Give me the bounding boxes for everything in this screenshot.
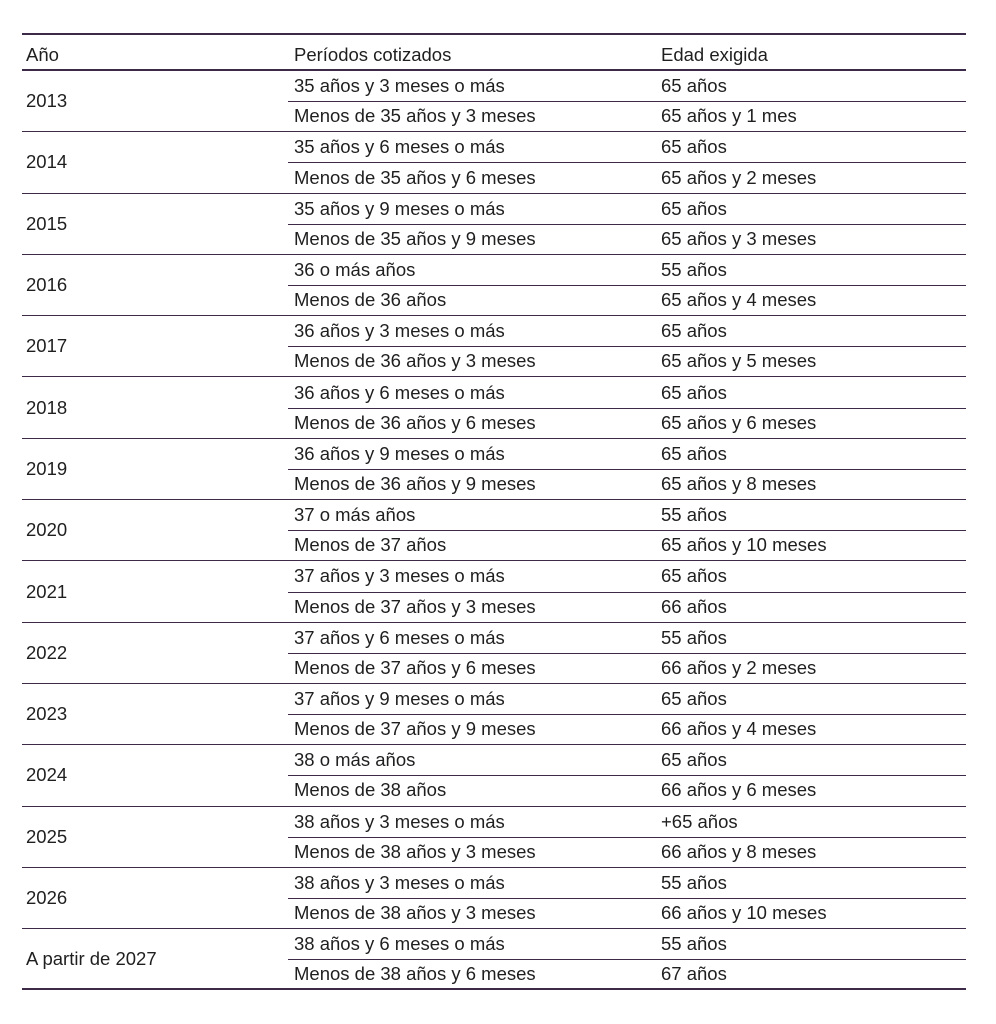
age-cell: 55 años <box>661 258 727 280</box>
age-cell: 65 años <box>661 442 727 464</box>
periods-cell: Menos de 36 años <box>294 289 447 311</box>
age-cell: 65 años y 8 meses <box>661 472 817 494</box>
table-row-group <box>22 929 966 990</box>
table-row <box>288 653 966 683</box>
table-row-group <box>22 561 966 622</box>
periods-cell: 35 años y 9 meses o más <box>294 197 505 219</box>
table-row-group <box>22 868 966 929</box>
table-row <box>288 194 966 225</box>
age-cell: 65 años y 1 mes <box>661 105 797 127</box>
age-cell: 55 años <box>661 871 727 893</box>
table-row <box>288 224 966 254</box>
table-row <box>288 71 966 102</box>
table-row <box>288 929 966 960</box>
year-cell: 2023 <box>26 703 68 725</box>
table-row <box>288 469 966 499</box>
table-row <box>288 530 966 560</box>
table-row-group <box>22 684 966 745</box>
periods-cell: Menos de 36 años y 6 meses <box>294 411 536 433</box>
age-cell: 65 años <box>661 688 727 710</box>
table-row-group <box>22 71 966 132</box>
table-body <box>22 71 966 990</box>
table-row <box>288 316 966 347</box>
table-row <box>288 745 966 776</box>
age-cell: 55 años <box>661 932 727 954</box>
periods-cell: 36 años y 9 meses o más <box>294 442 505 464</box>
table-row-group <box>22 255 966 316</box>
header-periods: Períodos cotizados <box>294 44 452 65</box>
age-cell: 66 años y 2 meses <box>661 656 817 678</box>
periods-cell: Menos de 35 años y 3 meses <box>294 105 536 127</box>
periods-cell: 37 años y 3 meses o más <box>294 565 505 587</box>
table-row <box>288 775 966 805</box>
year-cell: A partir de 2027 <box>26 947 157 969</box>
table-row <box>288 868 966 899</box>
age-cell: 65 años <box>661 320 727 342</box>
table-row-group <box>22 194 966 255</box>
age-cell: 65 años y 2 meses <box>661 166 817 188</box>
periods-cell: 37 años y 9 meses o más <box>294 688 505 710</box>
retirement-age-table <box>22 33 966 990</box>
periods-cell: 38 años y 6 meses o más <box>294 932 505 954</box>
table-row <box>288 255 966 286</box>
periods-cell: Menos de 37 años <box>294 534 447 556</box>
age-cell: 65 años <box>661 75 727 97</box>
table-row <box>288 408 966 438</box>
year-cell: 2015 <box>26 212 68 234</box>
periods-cell: 38 o más años <box>294 749 416 771</box>
age-cell: 66 años y 8 meses <box>661 840 817 862</box>
table-row <box>288 132 966 163</box>
table-row <box>288 285 966 315</box>
year-cell: 2021 <box>26 580 68 602</box>
table-row-group <box>22 623 966 684</box>
year-cell: 2024 <box>26 764 68 786</box>
periods-cell: Menos de 35 años y 9 meses <box>294 227 536 249</box>
periods-cell: Menos de 37 años y 9 meses <box>294 718 536 740</box>
table-row-group <box>22 132 966 193</box>
table-row <box>288 837 966 867</box>
year-cell: 2025 <box>26 825 68 847</box>
age-cell: 65 años <box>661 197 727 219</box>
year-cell: 2019 <box>26 457 68 479</box>
age-cell: 65 años <box>661 565 727 587</box>
table-row-group <box>22 377 966 438</box>
age-cell: 66 años y 4 meses <box>661 718 817 740</box>
periods-cell: 38 años y 3 meses o más <box>294 810 505 832</box>
periods-cell: Menos de 38 años y 6 meses <box>294 962 536 984</box>
table-row-group <box>22 439 966 500</box>
table-row <box>288 959 966 989</box>
year-cell: 2014 <box>26 151 68 173</box>
periods-cell: Menos de 38 años y 3 meses <box>294 840 536 862</box>
table-row <box>288 101 966 131</box>
table-row-group <box>22 500 966 561</box>
periods-cell: 36 o más años <box>294 258 416 280</box>
age-cell: +65 años <box>661 810 738 832</box>
periods-cell: Menos de 38 años y 3 meses <box>294 902 536 924</box>
age-cell: 65 años y 3 meses <box>661 227 817 249</box>
table-row <box>288 898 966 928</box>
periods-cell: 35 años y 3 meses o más <box>294 75 505 97</box>
table-row <box>288 561 966 592</box>
age-cell: 65 años <box>661 381 727 403</box>
table-row <box>288 714 966 744</box>
year-cell: 2013 <box>26 90 68 112</box>
periods-cell: 37 años y 6 meses o más <box>294 626 505 648</box>
periods-cell: Menos de 37 años y 3 meses <box>294 595 536 617</box>
year-cell: 2020 <box>26 519 68 541</box>
table-row <box>288 684 966 715</box>
age-cell: 66 años <box>661 595 727 617</box>
year-cell: 2017 <box>26 335 68 357</box>
periods-cell: Menos de 38 años <box>294 779 447 801</box>
header-age: Edad exigida <box>661 44 768 65</box>
periods-cell: 37 o más años <box>294 504 416 526</box>
year-cell: 2026 <box>26 887 68 908</box>
age-cell: 65 años y 5 meses <box>661 350 817 372</box>
age-cell: 55 años <box>661 626 727 648</box>
table-row <box>288 500 966 531</box>
age-cell: 65 años y 10 meses <box>661 534 827 556</box>
age-cell: 65 años <box>661 136 727 158</box>
table-row <box>288 162 966 192</box>
table-row-group <box>22 807 966 868</box>
age-cell: 66 años y 10 meses <box>661 902 827 924</box>
table-row <box>288 807 966 838</box>
age-cell: 67 años <box>661 962 727 984</box>
age-cell: 65 años <box>661 749 727 771</box>
table-row <box>288 623 966 654</box>
table-row-group <box>22 316 966 377</box>
table-row <box>288 377 966 408</box>
table-row-group <box>22 745 966 806</box>
year-cell: 2018 <box>26 396 68 418</box>
table-row <box>288 439 966 470</box>
age-cell: 66 años y 6 meses <box>661 779 817 801</box>
table-header <box>22 35 966 71</box>
age-cell: 65 años y 6 meses <box>661 411 817 433</box>
header-year: Año <box>26 44 59 65</box>
periods-cell: 35 años y 6 meses o más <box>294 136 505 158</box>
periods-cell: Menos de 36 años y 3 meses <box>294 350 536 372</box>
periods-cell: 36 años y 6 meses o más <box>294 381 505 403</box>
year-cell: 2016 <box>26 274 68 296</box>
periods-cell: Menos de 36 años y 9 meses <box>294 472 536 494</box>
periods-cell: Menos de 37 años y 6 meses <box>294 656 536 678</box>
periods-cell: 38 años y 3 meses o más <box>294 871 505 893</box>
age-cell: 55 años <box>661 504 727 526</box>
table-row <box>288 346 966 376</box>
periods-cell: 36 años y 3 meses o más <box>294 320 505 342</box>
table-row <box>288 592 966 622</box>
year-cell: 2022 <box>26 641 68 663</box>
age-cell: 65 años y 4 meses <box>661 289 817 311</box>
periods-cell: Menos de 35 años y 6 meses <box>294 166 536 188</box>
